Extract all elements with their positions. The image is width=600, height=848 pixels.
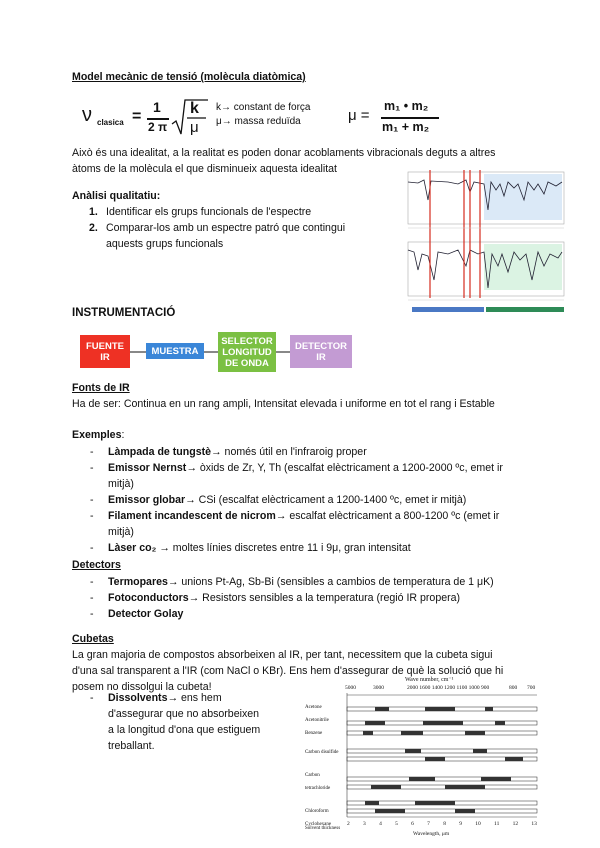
item-text: → unions Pt-Ag, Sb-Bi (sensibles a cambios de temperatura de 1 μK) [167,576,494,588]
list-item-cont [88,722,288,738]
exemples-title: Exemples [72,429,122,441]
list-item-cont [88,738,288,754]
cubetes-line-2: d'una sal transparent a l'IR (com NaCl o KBr). Ens hem d'assegurar de què la solució que hi [72,665,504,677]
item-bold: Emissor globar [108,494,186,506]
exemples-list [88,444,548,556]
idealitat-line-1: Això és una idealitat, a la realitat es poden donar acoblaments vibracionals deguts a altres [72,147,496,159]
item-text: treballant. [108,740,155,752]
exemples-heading [72,429,124,441]
list-item-cont [88,476,548,492]
mu-numerator: m₁ • m₂ [384,99,429,113]
item-bold: Làmpada de tungstè [108,446,212,458]
tick-label: 7 [427,821,430,827]
mu-denominator: m₁ + m₂ [382,120,430,134]
reduced-mass-formula [348,98,448,138]
tick-label: 3 [363,821,366,827]
detectors-title: Detectors [72,559,121,571]
solvent-name: Cyclohexane [305,822,332,827]
solvent-name: Benzene [305,731,323,736]
chart-top-title: Wave number, cm⁻¹ [405,677,454,683]
list-text: Identificar els grups funcionals de l'espectre [106,206,312,218]
nu-symbol: ν [82,104,92,126]
top-tick: 5000 [345,685,356,691]
item-bold: Emissor Nernst [108,462,187,474]
connector [276,351,290,353]
tick-label: 10 [475,821,481,827]
fonts-text: Ha de ser: Continua en un rang ampli, Intensitat elevada i uniforme en tot el rang i Estable [72,398,495,410]
list-item [72,220,392,236]
solvent-chart [305,676,550,846]
equals-sign: = [132,108,142,125]
tick-label: 11 [494,821,500,827]
analisi-title: Anàlisi qualitatiu: [72,190,161,202]
item-bold: Filament incandescent de nicrom [108,510,276,522]
item-bold: Dissolvents [108,692,168,704]
idealitat-line-2: àtoms de la molècula el que disminueix aquesta idealitat [72,163,337,175]
item-text: → només útil en l'infraroig proper [211,446,367,458]
mu-lhs: μ = [348,107,370,124]
top-tick: 700 [527,685,536,691]
cubetes-line-1: La gran majoria de compostos absorbeixen al IR, per tant, necessitem que la cubeta sigui [72,649,493,661]
box-fuente-ir: FUENTE IR [80,335,130,368]
item-text: → òxids de Zr, Y, Th (escalfat elèctricament a 1200-2000 ºc, emet ir [186,462,503,474]
solvent-name: Acetone [305,705,322,710]
list-item-cont [88,524,548,540]
box-muestra: MUESTRA [146,343,204,359]
solvent-names [305,701,345,831]
solvent-name: Chloroform [305,809,329,814]
item-text: mitjà) [108,526,134,538]
item-text: → Resistors sensibles a la temperatura (regió IR propera) [188,592,461,604]
tick-label: 4 [379,821,382,827]
tick-label: 9 [459,821,462,827]
solvent-name: Carbon tetrachloride [305,773,331,791]
item-text: mitjà) [108,478,134,490]
list-item-cont [88,706,288,722]
box-selector: SELECTOR LONGITUD DE ONDA [218,332,276,372]
sqrt-denominator: μ [190,119,199,136]
def-k: k→ constant de força [216,102,311,113]
list-item: - Detector Golay [90,608,184,620]
list-item: - Làmpada de tungstè→ només útil en l'infraroig proper [90,446,367,458]
list-item: - Filament incandescent de nicrom→ escalfat elèctricament a 800-1200 ºc (emet ir [90,510,500,522]
frac-numerator: 1 [153,99,161,115]
item-text: → moltes línies discretes entre 11 i 9μ, gran intensitat [156,542,411,554]
cubetes-title: Cubetas [72,633,114,645]
frequency-formula [82,98,212,138]
solvent-name: Carbon disulfide [305,750,339,755]
list-item: - Emissor Nernst→ òxids de Zr, Y, Th (escalfat elèctricament a 1200-2000 ºc, emet ir [90,462,503,474]
list-item: - Dissolvents→ ens hem [90,692,222,704]
mu-fraction-bar [381,117,439,119]
ir-spectrum-image [388,170,568,316]
item-bold: Detector Golay [108,608,184,620]
list-number: 1. [89,206,98,218]
frac-denominator: 2 π [148,120,168,134]
list-text: Comparar-los amb un espectre patró que contingui [106,222,346,234]
item-text: → CSi (escalfat elèctricament a 1200-1400 ºc, emet ir mitjà) [185,494,467,506]
top-tick: 2000 1600 1400 1200 1100 1000 900 [407,685,490,691]
item-bold: Fotoconductors [108,592,189,604]
exemples-colon: : [121,429,125,441]
bottom-ticks [347,821,537,827]
item-text: → ens hem [167,692,222,704]
list-item: - Fotoconductors→ Resistors sensibles a la temperatura (regió IR propera) [90,592,461,604]
item-bold: Termopares [108,576,168,588]
cubetes-line-3: posem no dissolgui la cubeta! [72,681,212,693]
nu-subscript: clasica [97,118,124,127]
connector [204,351,218,353]
item-bold: Làser co₂ [108,542,157,554]
tick-label: 5 [395,821,398,827]
fonts-title: Fonts de IR [72,382,130,394]
def-mu: μ→ massa reduïda [216,116,301,127]
list-number: 2. [89,222,98,234]
top-tick: 3000 [373,685,384,691]
dissolvents-list [88,690,288,754]
item-text: d'assegurar que no absorbeixen [108,708,260,720]
instrumentacio-title: INSTRUMENTACIÓ [72,307,176,319]
top-tick: 800 [509,685,518,691]
list-item: - Emissor globar→ CSi (escalfat elèctricament a 1200-1400 ºc, emet ir mitjà) [90,494,467,506]
list-text: aquests grups funcionals [106,238,224,250]
solvent-name: Acetonitrile [305,718,329,723]
sqrt-numerator: k [190,100,199,117]
tick-label: 6 [411,821,414,827]
detectors-list [88,574,548,622]
item-text: → escalfat elèctricament a 800-1200 ºc (emet ir [275,510,500,522]
box-detector-ir: DETECTOR IR [290,335,352,368]
thickness-label: Solvent thickness [305,826,341,831]
tick-label: 12 [512,821,519,827]
list-item: - Termopares→ unions Pt-Ag, Sb-Bi (sensibles a cambios de temperatura de 1 μK) [90,576,494,588]
connector [130,351,146,353]
analisi-list [72,204,392,252]
tick-label: 2 [347,821,350,827]
tick-label: 13 [531,821,537,827]
chart-bottom-title: Wavelength, μm [413,831,450,837]
list-item: - Làser co₂ → moltes línies discretes entre 11 i 9μ, gran intensitat [90,542,411,554]
list-item [72,204,392,220]
section-title-model: Model mecànic de tensió (molècula diatòmica) [72,71,306,83]
list-item-cont [72,236,392,252]
item-text: a la longitud d'ona que estiguem [108,724,261,736]
tick-label: 8 [443,821,446,827]
instrument-diagram [80,332,375,376]
